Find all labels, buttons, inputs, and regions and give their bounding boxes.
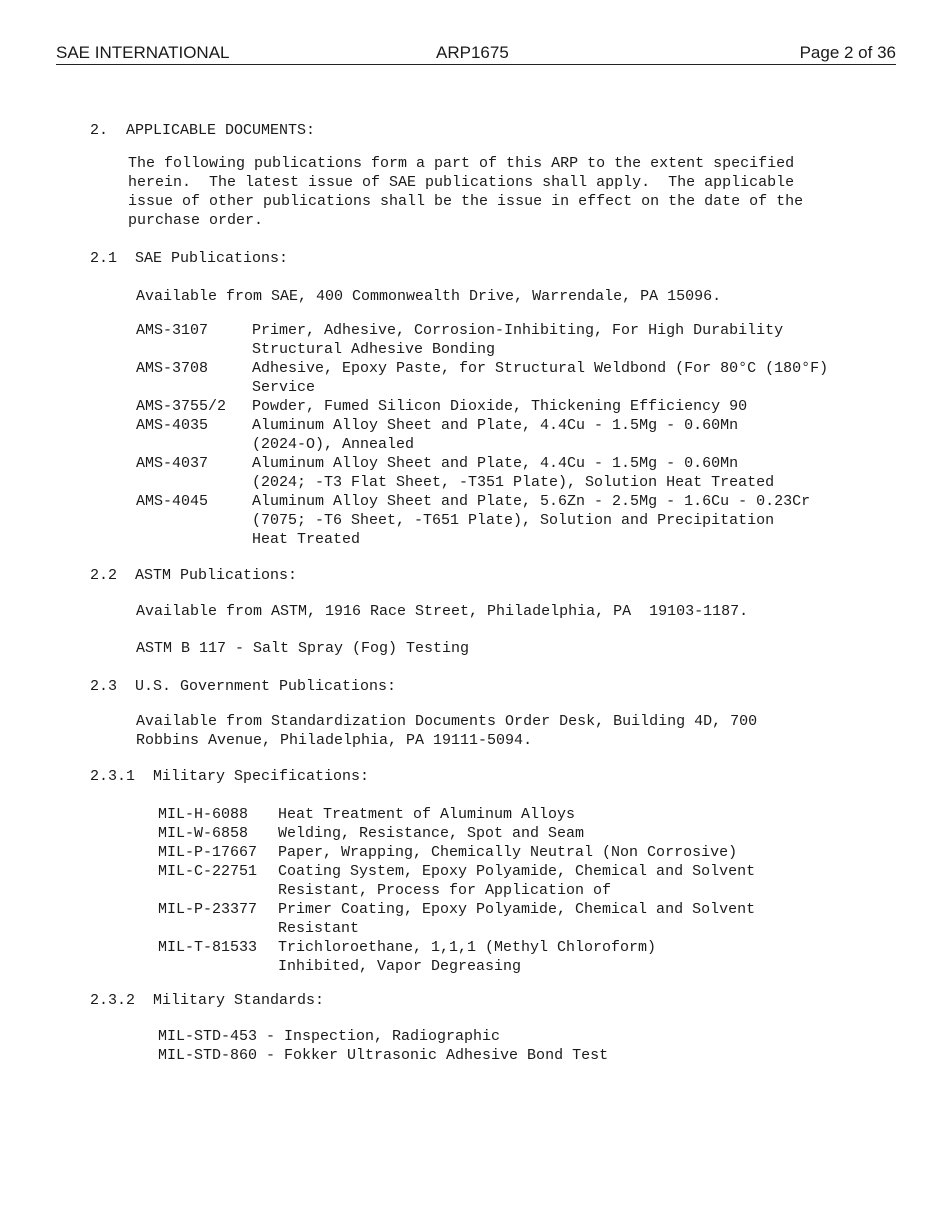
gov-availability: [136, 712, 757, 750]
description-line: Service: [252, 379, 316, 396]
spec-code: AMS-4037: [136, 455, 209, 472]
spec-description: [252, 416, 738, 454]
section-2-paragraph: [128, 154, 803, 230]
section-2-3-2-heading: 2.3.2 Military Standards:: [90, 992, 325, 1009]
description-line: Coating System, Epoxy Polyamide, Chemical and Solvent: [278, 863, 756, 880]
list-item: [158, 824, 755, 843]
astm-availability: Available from ASTM, 1916 Race Street, Philadelphia, PA 19103-1187.: [136, 603, 749, 620]
spec-code: MIL-W-6858: [158, 825, 249, 842]
list-item: [158, 938, 755, 976]
description-line: Resistant: [278, 920, 360, 937]
spec-description: [278, 900, 755, 938]
spec-description: [278, 862, 755, 900]
sae-publications-list: [136, 321, 828, 549]
section-2-heading: 2. APPLICABLE DOCUMENTS:: [90, 122, 316, 139]
para-line: The following publications form a part of this ARP to the extent specified: [128, 155, 795, 172]
spec-code: AMS-3708: [136, 360, 209, 377]
description-line: Primer, Adhesive, Corrosion-Inhibiting, For High Durability: [252, 322, 784, 339]
section-2-1-heading: 2.1 SAE Publications:: [90, 250, 289, 267]
military-standards-list: [158, 1027, 608, 1065]
header-page-number: Page 2 of 36: [799, 43, 896, 62]
section-2-3-1-heading: 2.3.1 Military Specifications:: [90, 768, 370, 785]
section-2-3-heading: 2.3 U.S. Government Publications:: [90, 678, 397, 695]
list-item: [136, 454, 828, 492]
description-line: Trichloroethane, 1,1,1 (Methyl Chloroform): [278, 939, 657, 956]
para-line: purchase order.: [128, 212, 264, 229]
spec-description: [278, 843, 737, 862]
list-item: [136, 359, 828, 397]
spec-code: MIL-T-81533: [158, 939, 258, 956]
spec-code: AMS-4045: [136, 493, 209, 510]
header-org: SAE INTERNATIONAL: [56, 43, 230, 62]
spec-description: [278, 824, 584, 843]
para-line: issue of other publications shall be the issue in effect on the date of the: [128, 193, 804, 210]
description-line: Resistant, Process for Application of: [278, 882, 612, 899]
spec-description: [252, 321, 783, 359]
spec-description: [278, 805, 575, 824]
description-line: Powder, Fumed Silicon Dioxide, Thickening Efficiency 90: [252, 398, 748, 415]
spec-description: [252, 454, 774, 492]
description-line: Welding, Resistance, Spot and Seam: [278, 825, 585, 842]
description-line: Heat Treated: [252, 531, 361, 548]
spec-description: [278, 938, 656, 976]
description-line: Heat Treatment of Aluminum Alloys: [278, 806, 576, 823]
description-line: (7075; -T6 Sheet, -T651 Plate), Solution and Precipitation: [252, 512, 775, 529]
description-line: (2024-O), Annealed: [252, 436, 415, 453]
description-line: Aluminum Alloy Sheet and Plate, 4.4Cu - 1.5Mg - 0.60Mn: [252, 417, 739, 434]
sae-availability: Available from SAE, 400 Commonwealth Drive, Warrendale, PA 15096.: [136, 288, 722, 305]
description-line: Paper, Wrapping, Chemically Neutral (Non Corrosive): [278, 844, 738, 861]
list-item: [136, 321, 828, 359]
availability-line: Robbins Avenue, Philadelphia, PA 19111-5094.: [136, 732, 533, 749]
spec-description: [252, 359, 828, 397]
spec-description: [252, 397, 747, 416]
header-doc-number: ARP1675: [436, 43, 509, 62]
list-item: [158, 900, 755, 938]
list-item: [158, 843, 755, 862]
availability-line: Available from Standardization Documents Order Desk, Building 4D, 700: [136, 713, 758, 730]
description-line: Aluminum Alloy Sheet and Plate, 5.6Zn - 2.5Mg - 1.6Cu - 0.23Cr: [252, 493, 811, 510]
spec-code: AMS-3107: [136, 322, 209, 339]
military-specifications-list: [158, 805, 755, 976]
spec-code: AMS-4035: [136, 417, 209, 434]
spec-code: MIL-C-22751: [158, 863, 258, 880]
astm-item: ASTM B 117 - Salt Spray (Fog) Testing: [136, 640, 470, 657]
list-item: MIL-STD-453 - Inspection, Radiographic: [158, 1028, 501, 1045]
list-item: [136, 416, 828, 454]
spec-description: [252, 492, 810, 549]
spec-code: MIL-H-6088: [158, 806, 249, 823]
list-item: MIL-STD-860 - Fokker Ultrasonic Adhesive Bond Test: [158, 1047, 609, 1064]
spec-code: AMS-3755/2: [136, 398, 227, 415]
description-line: Primer Coating, Epoxy Polyamide, Chemical and Solvent: [278, 901, 756, 918]
description-line: Structural Adhesive Bonding: [252, 341, 496, 358]
list-item: [158, 862, 755, 900]
section-2-2-heading: 2.2 ASTM Publications:: [90, 567, 298, 584]
list-item: [136, 492, 828, 549]
list-item: [158, 805, 755, 824]
page-header: [56, 42, 896, 65]
spec-code: MIL-P-17667: [158, 844, 258, 861]
para-line: herein. The latest issue of SAE publications shall apply. The applicable: [128, 174, 795, 191]
description-line: Aluminum Alloy Sheet and Plate, 4.4Cu - 1.5Mg - 0.60Mn: [252, 455, 739, 472]
description-line: (2024; -T3 Flat Sheet, -T351 Plate), Solution Heat Treated: [252, 474, 775, 491]
description-line: Inhibited, Vapor Degreasing: [278, 958, 522, 975]
list-item: [136, 397, 828, 416]
description-line: Adhesive, Epoxy Paste, for Structural Weldbond (For 80°C (180°F): [252, 360, 829, 377]
spec-code: MIL-P-23377: [158, 901, 258, 918]
